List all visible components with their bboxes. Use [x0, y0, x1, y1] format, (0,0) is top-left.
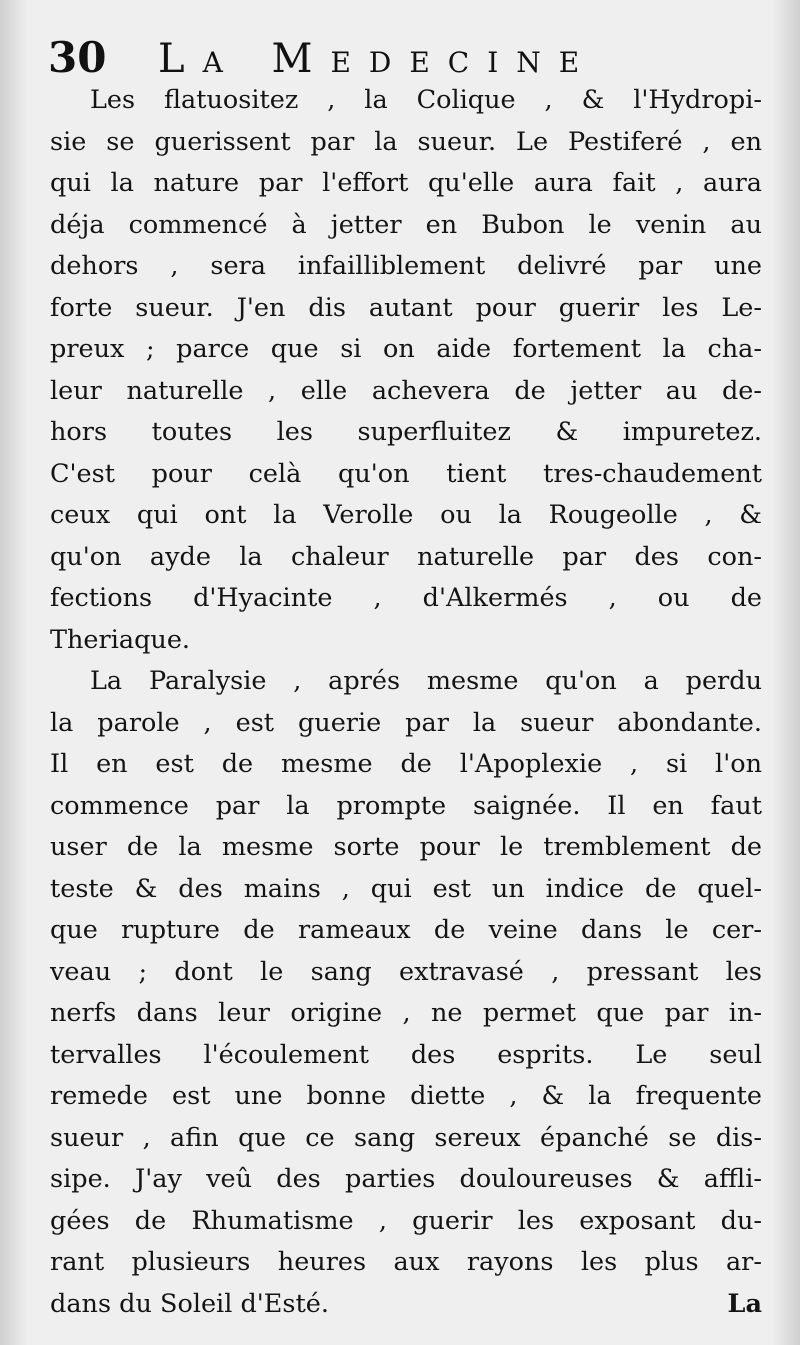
text-line: hors toutes les superfluitez & impuretez.: [50, 417, 762, 447]
text-line: sie se guerissent par la sueur. Le Pestiferé , en: [50, 126, 762, 157]
body-text: [50, 80, 762, 1325]
left-page-edge: [0, 0, 28, 1345]
text-line: dehors , sera infailliblement delivré par une: [50, 251, 762, 281]
text-line: rant plusieurs heures aux rayons les plus ar-: [50, 1247, 762, 1277]
text-line: sipe. J'ay veû des parties douloureuses & affli-: [50, 1164, 762, 1194]
text-line: ceux qui ont la Verolle ou la Rougeolle , &: [50, 500, 762, 530]
text-line: qu'on ayde la chaleur naturelle par des con-: [50, 541, 762, 572]
text-line: forte sueur. J'en dis autant pour guerir les Le-: [50, 292, 762, 323]
text-line: tervalles l'écoulement des esprits. Le seul: [50, 1039, 762, 1070]
final-line-row: [50, 1284, 762, 1326]
text-line: qui la nature par l'effort qu'elle aura fait , aura: [50, 168, 762, 198]
text-line: sueur , afin que ce sang sereux épanché se dis-: [50, 1122, 762, 1153]
right-page-edge: [772, 0, 800, 1345]
text-line: dans du Soleil d'Esté.: [50, 1288, 329, 1319]
text-line: leur naturelle , elle achevera de jetter au de-: [50, 375, 762, 406]
page-header: [48, 30, 768, 82]
text-line: La Paralysie , aprés mesme qu'on a perdu: [90, 666, 762, 696]
text-line: déja commencé à jetter en Bubon le venin au: [50, 209, 762, 240]
text-line: remede est une bonne diette , & la frequente: [50, 1081, 762, 1111]
text-line: que rupture de rameaux de veine dans le cer-: [50, 915, 762, 945]
text-line: la parole , est guerie par la sueur abondante.: [50, 707, 762, 738]
catchword: La: [727, 1288, 762, 1319]
text-line: veau ; dont le sang extravasé , pressant les: [50, 956, 762, 987]
text-line: commence par la prompte saignée. Il en faut: [50, 790, 762, 821]
text-line: Les flatuositez , la Colique , & l'Hydropi-: [90, 85, 762, 115]
text-line: Theriaque.: [50, 624, 191, 655]
paragraph-2: [50, 661, 762, 1325]
text-line: fections d'Hyacinte , d'Alkermés , ou de: [50, 583, 762, 613]
running-head: La Medecine: [158, 36, 598, 82]
text-line: gées de Rhumatisme , guerir les exposant du-: [50, 1205, 762, 1236]
text-line: teste & des mains , qui est un indice de quel-: [50, 873, 762, 904]
text-line: nerfs dans leur origine , ne permet que par in-: [50, 998, 762, 1028]
page-number: 30: [48, 33, 107, 82]
text-line: preux ; parce que si on aide fortement la cha-: [50, 334, 762, 364]
paragraph-1: [50, 80, 762, 661]
text-line: C'est pour celà qu'on tient tres-chaudement: [50, 458, 762, 489]
text-line: user de la mesme sorte pour le tremblement de: [50, 832, 762, 862]
text-line: Il en est de mesme de l'Apoplexie , si l'on: [50, 749, 762, 779]
